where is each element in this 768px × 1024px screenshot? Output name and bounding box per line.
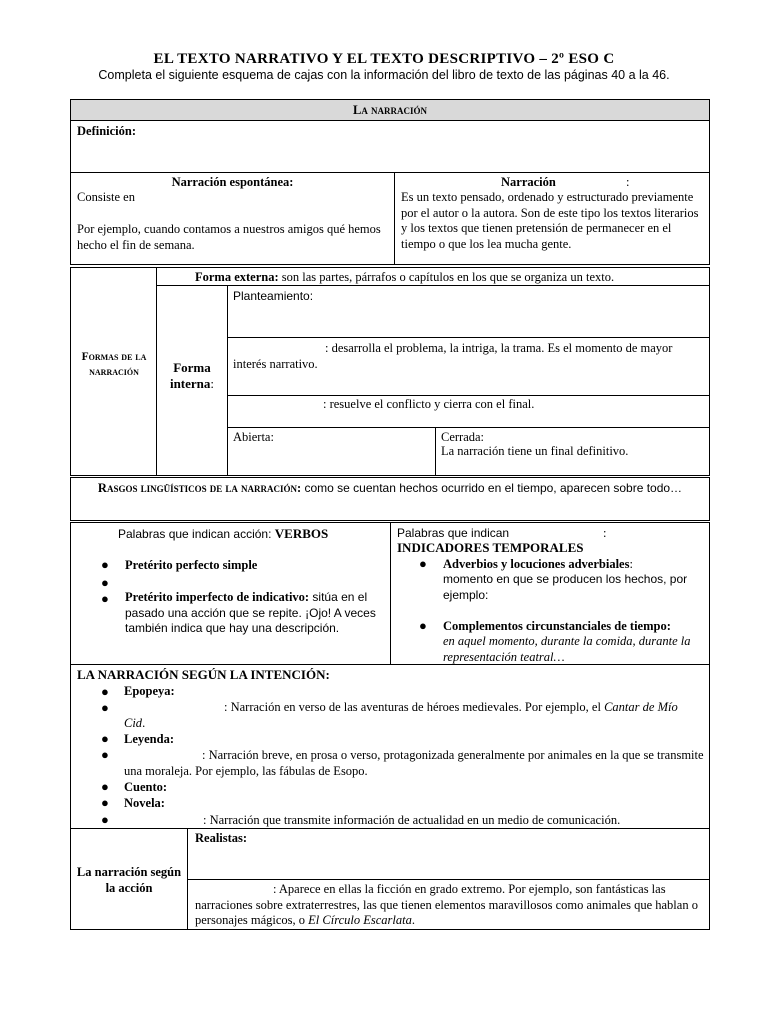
adverbios-item <box>443 557 633 573</box>
fantasticas-end: . <box>411 913 415 927</box>
cantar-italic-2: de Mío Cid <box>124 700 678 730</box>
fantasticas-italic: El Círculo Escarlata <box>308 913 412 927</box>
cantar-text: : Narración en verso de las aventuras de héroes medievales. Por ejemplo, el <box>224 700 605 714</box>
narracion-elaborada-title: Narración <box>501 175 556 189</box>
preterito-imperfecto-label: Pretérito imperfecto de indicativo: <box>125 590 310 604</box>
intencion-cell <box>70 664 710 829</box>
bullet-icon: ● <box>101 812 109 827</box>
forma-interna-text: Forma interna <box>169 360 211 391</box>
bullet-icon: ● <box>101 779 109 794</box>
forma-interna-label <box>159 360 225 392</box>
page-title: EL TEXTO NARRATIVO Y EL TEXTO DESCRIPTIVO – 2º ESO C <box>153 51 615 67</box>
bullet-icon: ● <box>419 556 427 571</box>
bullet-icon: ● <box>101 731 109 746</box>
formas-label: Formas de la narración <box>81 351 147 378</box>
fabula-text: : Narración breve, en prosa o verso, protagonizada generalmente por animales en la que se transmite una moraleja. Por ejemplo, las fábulas de Esopo. <box>124 748 704 778</box>
realistas-label: Realistas: <box>195 831 248 845</box>
indicadores-cell <box>390 522 710 665</box>
rasgos-text-block <box>81 481 699 497</box>
accion-label: La narración según la acción <box>76 865 182 895</box>
bullet-icon: ● <box>101 795 109 810</box>
accion-label-cell <box>70 828 188 930</box>
espontanea-cell <box>70 172 395 265</box>
fantasticas-text: : Aparece en ellas la ficción en grado extremo. Por ejemplo, son fantásticas las narraciones sobre extraterrestres, las que tienen elementos maravillosos como animales que hablan o personajes mágicos, o <box>195 882 698 927</box>
bullet-icon: ● <box>101 684 109 699</box>
adverbios-label: Adverbios y locuciones adverbiales <box>443 557 630 571</box>
nudo-text: : desarrolla el problema, la intriga, la trama. Es el momento de mayor interés narrativo. <box>233 341 673 371</box>
verbos-heading <box>118 526 328 543</box>
indicadores-heading: Palabras que indican <box>397 526 510 540</box>
page-subtitle: Completa el siguiente esquema de cajas con la información del libro de texto de las páginas 40 a la 46. <box>98 68 670 82</box>
cerrada-text: La narración tiene un final definitivo. <box>441 444 629 458</box>
desenlace-text: : resuelve el conflicto y cierra con el final. <box>323 397 535 411</box>
rasgos-cell <box>70 477 710 521</box>
definicion-cell <box>70 120 710 173</box>
espontanea-example: Por ejemplo, cuando contamos a nuestros amigos qué hemos hecho el fin de semana. <box>77 222 381 252</box>
intencion-heading: LA NARRACIÓN SEGÚN LA INTENCIÓN: <box>77 667 330 682</box>
espontanea-title: Narración espontánea: <box>171 175 294 189</box>
novela-label: Novela: <box>124 796 165 810</box>
bullet-icon: ● <box>101 575 109 590</box>
indicadores-colon: : <box>603 526 607 540</box>
cantar-end: . <box>142 715 146 730</box>
bullet-icon: ● <box>101 557 109 572</box>
indicadores-heading-bold: INDICADORES TEMPORALES <box>397 540 584 555</box>
rasgos-label: Rasgos lingüísticos de la narración: <box>97 481 302 495</box>
forma-externa-label: Forma externa: <box>195 270 279 284</box>
preterito-imperfecto <box>125 590 385 637</box>
adverbios-text: momento en que se producen los hechos, por ejemplo: <box>443 572 688 602</box>
narracion-elaborada-colon: : <box>626 175 630 189</box>
realistas-cell <box>187 828 710 880</box>
bullet-icon: ● <box>101 747 109 762</box>
cerrada-label: Cerrada: <box>441 430 485 444</box>
forma-externa-row <box>195 270 614 286</box>
forma-interna-colon: : <box>210 376 215 391</box>
cantar-item <box>124 700 699 731</box>
cuento-label: Cuento: <box>124 780 168 794</box>
forma-externa-text: son las partes, párrafos o capítulos en los que se organiza un texto. <box>278 270 615 284</box>
abierta-label: Abierta: <box>233 430 274 444</box>
narracion-heading: La narración <box>353 103 427 117</box>
bullet-icon: ● <box>101 591 109 606</box>
verbos-heading-bold: VERBOS <box>274 526 329 541</box>
fantasticas-item <box>195 882 705 929</box>
leyenda-label: Leyenda: <box>124 732 174 746</box>
bullet-icon: ● <box>101 700 109 715</box>
cantar-italic-1: Cantar <box>604 700 640 714</box>
bullet-icon: ● <box>419 618 427 633</box>
narracion-heading-cell <box>70 99 710 121</box>
complementos-text: en aquel momento, durante la comida, durante la representación teatral… <box>443 634 691 664</box>
preterito-perfecto: Pretérito perfecto simple <box>125 558 258 572</box>
narracion-elaborada-text: Es un texto pensado, ordenado y estructurado previamente por el autor o la autora. Son de este tipo los textos literarios y los textos que tienen pretensión de permanecer en el tiempo o que los lea mucha gente. <box>401 190 699 251</box>
verbos-cell <box>70 522 391 665</box>
planteamiento-label: Planteamiento: <box>233 289 314 303</box>
epopeya-label: Epopeya: <box>124 684 175 698</box>
adverbios-colon: : <box>629 557 633 571</box>
narracion-elaborada-cell <box>394 172 710 265</box>
noticia-text: : Narración que transmite información de actualidad en un medio de comunicación. <box>203 813 621 827</box>
rasgos-text: como se cuentan hechos ocurrido en el tiempo, aparecen sobre todo… <box>301 481 683 495</box>
complementos-label: Complementos circunstanciales de tiempo: <box>443 619 671 633</box>
definicion-label: Definición: <box>77 124 137 138</box>
fantasticas-cell <box>187 879 710 930</box>
preterito-imperfecto-text: sitúa en el pasado una acción que se repite. ¡Ojo! A veces también indica que hay una descripción. <box>125 590 376 635</box>
espontanea-line: Consiste en <box>77 190 135 204</box>
verbos-heading-text: Palabras que indican acción: <box>118 527 275 541</box>
